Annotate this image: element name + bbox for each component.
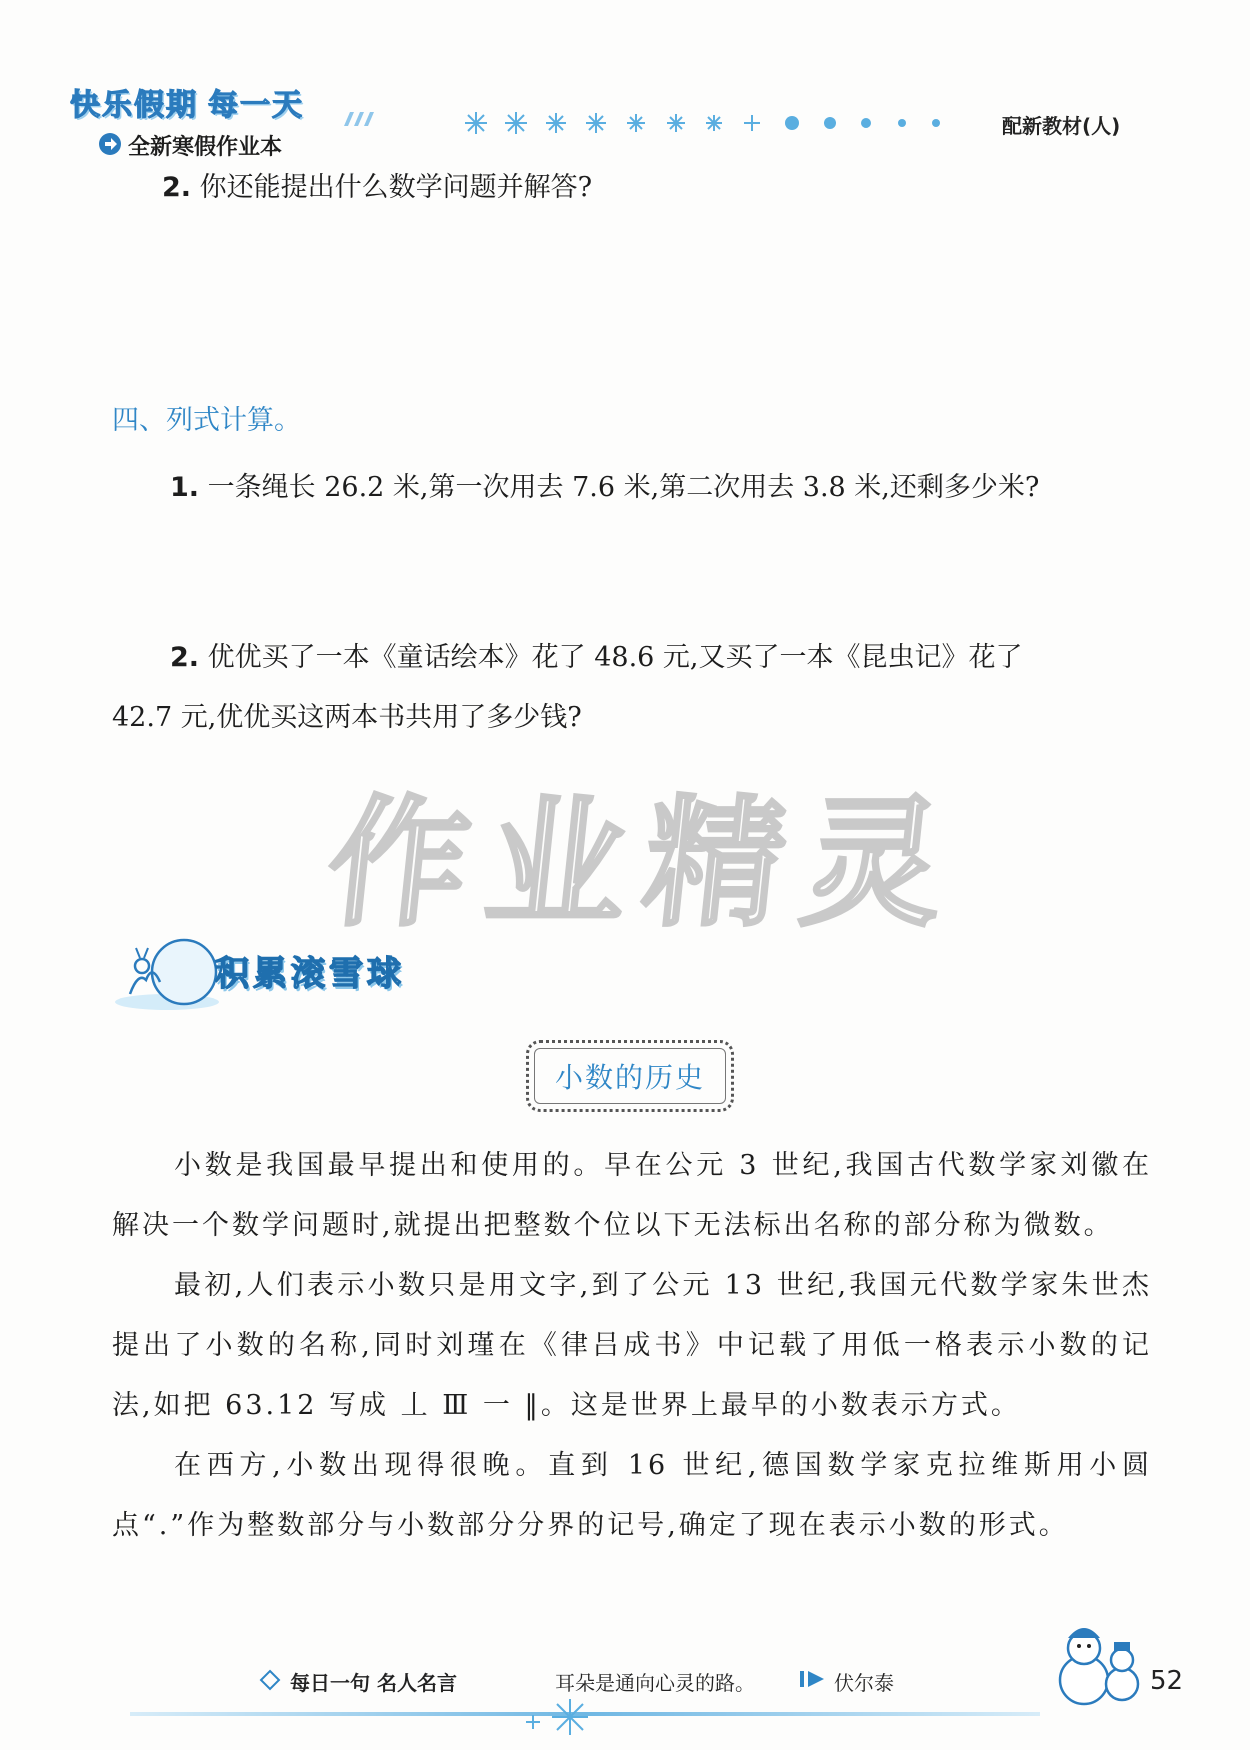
play-arrow-icon	[800, 1669, 826, 1689]
question-2	[112, 628, 1162, 748]
accumulate-banner-title: 积累滚雪球	[215, 954, 405, 994]
question-1	[170, 458, 1039, 518]
article-body	[112, 1136, 1152, 1556]
arrow-circle-icon	[98, 132, 122, 156]
question-text: 一条绳长 26.2 米,第一次用去 7.6 米,第二次用去 3.8 米,还剩多少米?	[207, 472, 1040, 503]
stripes-decoration	[340, 112, 380, 126]
footer-label: 每日一句 名人名言	[290, 1671, 457, 1695]
snowman-icon	[1048, 1620, 1148, 1710]
page-number: 52	[1150, 1666, 1184, 1696]
article-paragraph: 在西方,小数出现得很晚。直到 16 世纪,德国数学家克拉维斯用小圆点“.”作为整数部分与小数部分分界的记号,确定了现在表示小数的形式。	[112, 1450, 1152, 1541]
snowball-icon	[112, 932, 222, 1012]
article-title: 小数的历史	[526, 1040, 734, 1112]
question-extra	[162, 158, 592, 218]
diamond-icon	[258, 1668, 282, 1692]
question-text-line1: 优优买了一本《童话绘本》花了 48.6 元,又买了一本《昆虫记》花了	[207, 642, 1023, 673]
question-text-line2: 42.7 元,优优买这两本书共用了多少钱?	[112, 702, 582, 733]
footer-quote: 耳朵是通向心灵的路。	[555, 1671, 755, 1695]
section-heading: 四、列式计算。	[112, 405, 301, 436]
watermark: 作业精灵	[320, 783, 970, 946]
article-paragraph: 小数是我国最早提出和使用的。早在公元 3 世纪,我国古代数学家刘徽在解决一个数学问题时,就提出把整数个位以下无法标出名称的部分称为微数。	[112, 1150, 1152, 1241]
edition-label: 配新教材(人)	[1002, 114, 1121, 138]
brand-title-part2: 每一天	[208, 88, 304, 123]
article-paragraph: 最初,人们表示小数只是用文字,到了公元 13 世纪,我国元代数学家朱世杰提出了小数的名称,同时刘瑾在《律吕成书》中记载了用低一格表示小数的记法,如把 63.12 写成 丄 Ⅲ 一 ‖。这是世界上最早的小数表示方式。	[112, 1270, 1152, 1421]
brand-title	[70, 80, 304, 124]
snowflake-row-icon	[462, 108, 962, 138]
footer-author: 伏尔泰	[834, 1671, 894, 1695]
question-number: 2.	[170, 642, 200, 673]
brand-title-part1: 快乐假期	[70, 88, 198, 123]
brand-subtitle: 全新寒假作业本	[128, 135, 283, 160]
question-text: 你还能提出什么数学问题并解答?	[199, 172, 593, 203]
question-number: 2.	[162, 172, 192, 203]
snowflake-icon	[522, 1692, 592, 1742]
question-number: 1.	[170, 472, 200, 503]
